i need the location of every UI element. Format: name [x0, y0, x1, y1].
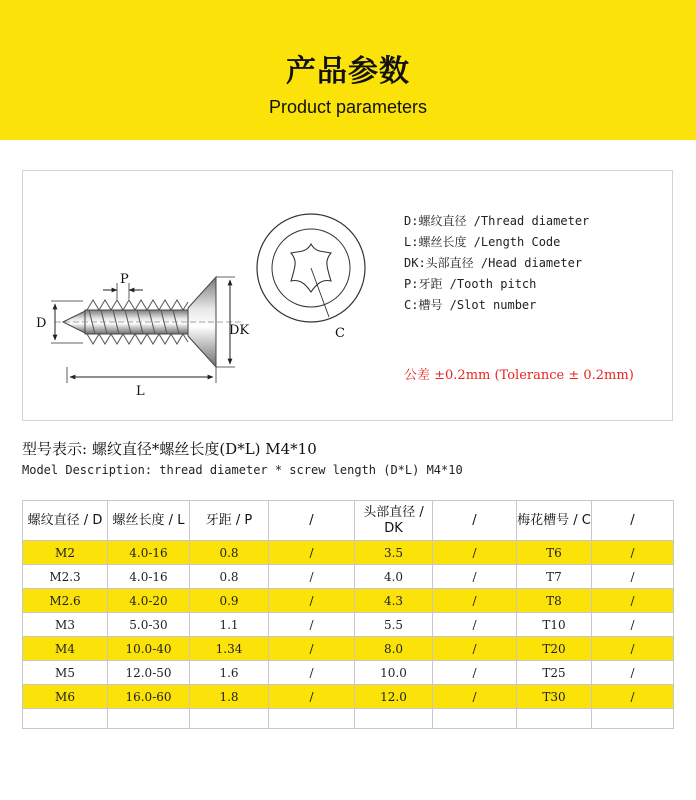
table-cell: 1.6 [190, 661, 269, 685]
table-cell: 10.0 [355, 661, 433, 685]
header-pitch: 牙距 / P [190, 501, 269, 541]
table-cell: T20 [517, 637, 592, 661]
table-row [23, 685, 674, 709]
dimension-p [103, 272, 143, 299]
table-cell [355, 709, 433, 729]
table-cell [23, 709, 108, 729]
table-row [23, 661, 674, 685]
table-cell: / [592, 541, 674, 565]
table-cell: 0.8 [190, 565, 269, 589]
table-cell: 4.0 [355, 565, 433, 589]
table-cell [592, 709, 674, 729]
header-thread-diameter: 螺纹直径 / D [23, 501, 108, 541]
header-slot-number: 梅花槽号 / C [517, 501, 592, 541]
page-subtitle: Product parameters [268, 97, 428, 117]
label-dk: DK [229, 323, 250, 338]
table-cell: / [269, 589, 355, 613]
table-cell: 16.0-60 [108, 685, 190, 709]
table-cell: M2 [23, 541, 108, 565]
table-cell: / [269, 661, 355, 685]
page-title: 产品参数 [286, 54, 410, 89]
table-row [23, 541, 674, 565]
table-cell: 5.5 [355, 613, 433, 637]
diagram-panel [22, 170, 673, 421]
label-d: D [36, 316, 47, 331]
header-blank: / [592, 501, 674, 541]
header-length: 螺丝长度 / L [108, 501, 190, 541]
table-cell: 4.0-20 [108, 589, 190, 613]
spec-table [22, 500, 674, 729]
table-cell: / [269, 565, 355, 589]
table-cell: / [269, 685, 355, 709]
table-cell: / [592, 637, 674, 661]
table-cell: / [433, 541, 517, 565]
table-cell: / [433, 565, 517, 589]
table-cell [269, 709, 355, 729]
table-cell: / [592, 613, 674, 637]
table-cell: 8.0 [355, 637, 433, 661]
dimension-l [67, 367, 216, 399]
table-row [23, 589, 674, 613]
label-p: P [120, 272, 129, 287]
table-cell: T8 [517, 589, 592, 613]
header-blank: / [433, 501, 517, 541]
table-cell: 1.34 [190, 637, 269, 661]
table-cell: 5.0-30 [108, 613, 190, 637]
table-cell: M5 [23, 661, 108, 685]
table-cell: M2.6 [23, 589, 108, 613]
tolerance-note: 公差 ±0.2mm (Tolerance ± 0.2mm) [404, 368, 634, 383]
table-cell: M6 [23, 685, 108, 709]
table-cell: 4.0-16 [108, 565, 190, 589]
table-cell [433, 709, 517, 729]
header-blank: / [269, 501, 355, 541]
table-cell: 0.8 [190, 541, 269, 565]
label-c: C [335, 326, 345, 341]
table-cell: / [269, 637, 355, 661]
table-cell: 4.0-16 [108, 541, 190, 565]
table-row [23, 613, 674, 637]
legend-item: C:槽号 /Slot number [404, 298, 537, 312]
model-description-cn: 型号表示: 螺纹直径*螺丝长度(D*L) M4*10 [22, 440, 317, 458]
label-l: L [136, 384, 145, 399]
table-cell: / [433, 661, 517, 685]
table-cell [108, 709, 190, 729]
table-cell: 10.0-40 [108, 637, 190, 661]
table-cell: M4 [23, 637, 108, 661]
table-cell: / [433, 613, 517, 637]
table-cell [517, 709, 592, 729]
table-cell: M2.3 [23, 565, 108, 589]
legend-item: P:牙距 /Tooth pitch [404, 277, 537, 291]
table-cell: / [269, 541, 355, 565]
table-cell: 0.9 [190, 589, 269, 613]
table-cell: / [592, 685, 674, 709]
table-cell: T30 [517, 685, 592, 709]
parameter-legend [404, 211, 589, 316]
table-cell: T10 [517, 613, 592, 637]
table-cell: 1.1 [190, 613, 269, 637]
table-cell: T6 [517, 541, 592, 565]
legend-item: L:螺丝长度 /Length Code [404, 235, 561, 249]
table-cell: / [592, 565, 674, 589]
legend-item: DK:头部直径 /Head diameter [404, 256, 583, 270]
table-cell: / [592, 589, 674, 613]
table-cell: 4.3 [355, 589, 433, 613]
table-cell: 1.8 [190, 685, 269, 709]
table-cell: M3 [23, 613, 108, 637]
table-header-row [23, 501, 674, 541]
table-cell: 12.0 [355, 685, 433, 709]
table-row-empty [23, 709, 674, 729]
table-cell: / [433, 685, 517, 709]
table-cell: / [433, 637, 517, 661]
header-banner [0, 0, 696, 140]
table-cell [190, 709, 269, 729]
table-cell: 3.5 [355, 541, 433, 565]
table-cell: T7 [517, 565, 592, 589]
screw-top-view [257, 214, 365, 341]
table-cell: T25 [517, 661, 592, 685]
table-cell: / [592, 661, 674, 685]
model-description-en: Model Description: thread diameter * screw length (D*L) M4*10 [22, 463, 463, 477]
header-head-diameter: 头部直径 / DK [355, 501, 433, 541]
table-cell: / [433, 589, 517, 613]
table-row [23, 637, 674, 661]
table-cell: 12.0-50 [108, 661, 190, 685]
legend-item: D:螺纹直径 /Thread diameter [404, 214, 590, 228]
screw-side-view [55, 277, 241, 367]
table-row [23, 565, 674, 589]
table-cell: / [269, 613, 355, 637]
